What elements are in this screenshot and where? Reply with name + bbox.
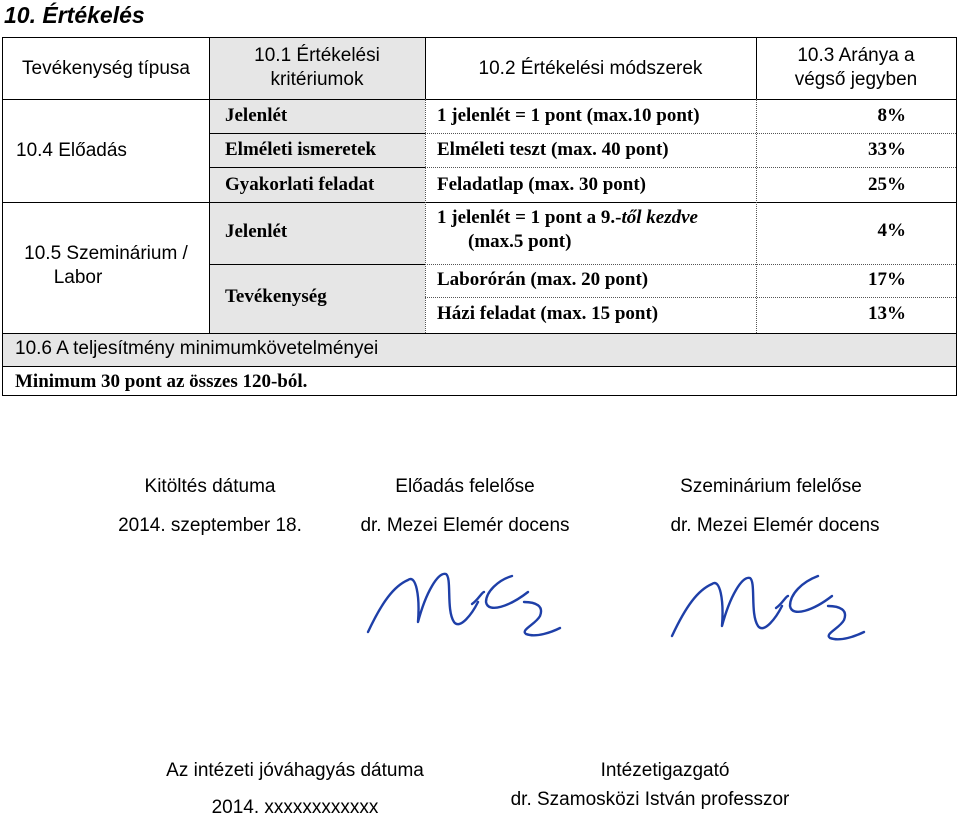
row-divider (209, 167, 425, 168)
lecture-signature-image (360, 562, 570, 644)
row-divider-dotted (425, 297, 956, 298)
lecture-criterion: Jelenlét (225, 105, 288, 126)
lecture-ratio: 8% (877, 105, 906, 126)
seminar-attendance-method-line2: (max.5 pont) (468, 231, 572, 252)
date-value: 2014. szeptember 18. (118, 515, 302, 536)
method-text-italic: től kezdve (621, 207, 698, 228)
seminar-attendance-method-line1 (437, 207, 698, 229)
header-divider (3, 99, 956, 100)
lecture-ratio: 25% (868, 174, 906, 195)
lecture-method: 1 jelenlét = 1 pont (max.10 pont) (437, 105, 700, 126)
seminar-activity-method: Házi feladat (max. 15 pont) (437, 303, 659, 324)
evaluation-table (2, 37, 957, 396)
seminar-type-line1: 10.5 Szeminárium / (24, 243, 188, 264)
column-divider-dotted (756, 99, 757, 333)
section-divider (3, 333, 956, 334)
lecture-responsible-label: Előadás felelőse (395, 476, 535, 497)
approval-value: 2014. xxxxxxxxxxxx (211, 797, 379, 818)
row-divider-dotted (425, 167, 956, 168)
lecture-responsible-name: dr. Mezei Elemér docens (360, 515, 570, 536)
approval-label: Az intézeti jóváhagyás dátuma (166, 760, 424, 781)
lecture-type: 10.4 Előadás (16, 140, 127, 161)
header-criteria-line1: 10.1 Értékelési (254, 45, 380, 66)
header-methods: 10.2 Értékelési módszerek (478, 58, 703, 79)
director-name: dr. Szamosközi István professzor (510, 789, 790, 810)
section-divider (3, 202, 956, 203)
minimum-title: 10.6 A teljesítmény minimumkövetelményei (15, 338, 379, 359)
seminar-activity-ratio: 13% (868, 303, 906, 324)
section-heading: 10. Értékelés (4, 2, 145, 28)
column-divider-dotted (425, 99, 426, 333)
row-divider (209, 264, 425, 265)
lecture-method: Elméleti teszt (max. 40 pont) (437, 139, 669, 160)
seminar-responsible-label: Szeminárium felelőse (680, 476, 862, 497)
seminar-attendance-ratio: 4% (877, 220, 906, 241)
header-criteria-line2: kritériumok (270, 69, 364, 90)
seminar-activity-ratio: 17% (868, 269, 906, 290)
row-divider (209, 133, 425, 134)
lecture-criterion: Gyakorlati feladat (225, 174, 375, 195)
date-label: Kitöltés dátuma (144, 476, 276, 497)
minimum-text: Minimum 30 pont az összes 120-ból. (15, 371, 308, 392)
header-ratio-line1: 10.3 Aránya a (797, 45, 915, 66)
lecture-ratio: 33% (868, 139, 906, 160)
minimum-divider (3, 366, 956, 367)
header-ratio-line2: végső jegyben (794, 69, 918, 90)
seminar-activity-method: Laborórán (max. 20 pont) (437, 269, 649, 290)
lecture-method: Feladatlap (max. 30 pont) (437, 174, 646, 195)
seminar-responsible-name: dr. Mezei Elemér docens (670, 515, 880, 536)
row-divider-dotted (425, 264, 956, 265)
seminar-attendance-criterion: Jelenlét (225, 221, 288, 242)
method-text: 1 jelenlét = 1 pont a 9.- (437, 207, 622, 228)
header-type: Tevékenység típusa (22, 58, 190, 79)
seminar-type-line2: Labor (53, 267, 103, 288)
seminar-activity-criterion: Tevékenység (225, 286, 327, 307)
director-label: Intézetigazgató (600, 760, 730, 781)
seminar-signature-image (662, 564, 872, 646)
row-divider-dotted (425, 133, 956, 134)
lecture-criterion: Elméleti ismeretek (225, 139, 377, 160)
